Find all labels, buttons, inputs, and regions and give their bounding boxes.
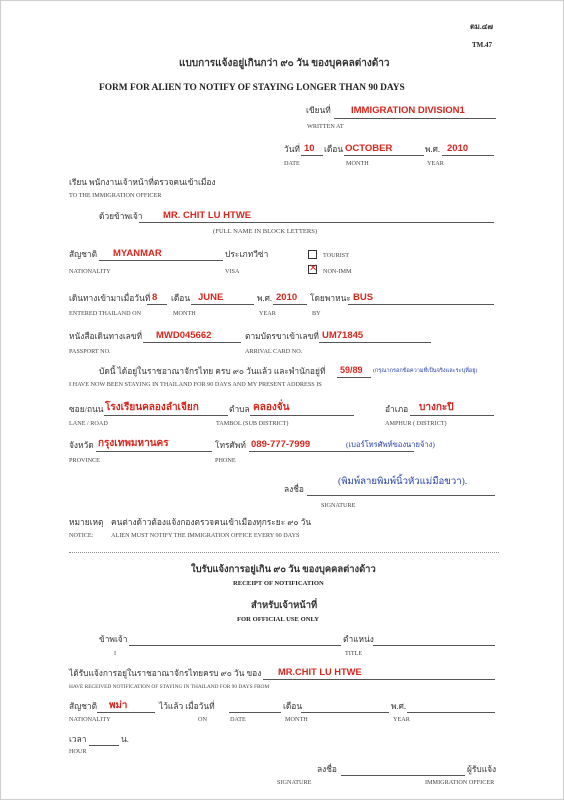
nationality-label-th: สัญชาติ	[69, 250, 98, 259]
receipt-time-unit-th: น.	[121, 735, 129, 744]
notice-label-en: NOTICE:	[69, 532, 94, 539]
tourist-label: TOURIST	[323, 252, 350, 259]
fullname-value[interactable]: MR. CHIT LU HTWE	[163, 210, 252, 221]
province-label-th: จังหวัด	[69, 441, 94, 450]
entered-year-label-en: YEAR	[259, 310, 276, 317]
signature-label-en: SIGNATURE	[321, 502, 356, 509]
province-value[interactable]: กรุงเทพมหานคร	[98, 438, 169, 449]
thumbprint-note: (พิมพ์ลายพิมพ์นิ้วหัวแม่มือขวา).	[338, 476, 468, 487]
phone-value[interactable]: 089-777-7999	[251, 439, 311, 450]
receipt-hour-label-en: HOUR	[69, 748, 87, 755]
visa-label-th: ประเภทวีซ่า	[225, 250, 269, 259]
receipt-nationality-label-th: สัญชาติ	[69, 702, 98, 711]
notice-label-th: หมายเหตุ	[69, 518, 104, 527]
receipt-month-label-th: เดือน	[283, 702, 303, 711]
passport-label-th: หนังสือเดินทางเลขที่	[69, 332, 143, 341]
form-title-th: แบบการแจ้งอยู่เกินกว่า ๙๐ วัน ของบุคคลต่างด้าว	[179, 58, 390, 69]
visa-label-en: VISA	[225, 268, 240, 275]
phone-employer-note: (เบอร์โทรศัพท์ของนายจ้าง)	[346, 440, 435, 449]
receipt-year-label-th: พ.ศ.	[391, 702, 407, 711]
receipt-sign-label-th: ลงชื่อ	[317, 765, 337, 774]
non-imm-label: NON-IMM	[323, 268, 352, 275]
received-name-value[interactable]: MR.CHIT LU HTWE	[278, 667, 362, 677]
fullname-label-en: (FULL NAME IN BLOCK LETTERS)	[213, 228, 318, 235]
arrival-card-value[interactable]: UM71845	[322, 330, 364, 341]
receipt-time-label-th: เวลา	[69, 735, 87, 744]
official-use-title-th: สำหรับเจ้าหน้าที่	[251, 601, 318, 611]
entered-month-label-th: เดือน	[171, 294, 191, 303]
receipt-i-label-en: I	[114, 650, 117, 657]
fullname-label-th: ด้วยข้าพเจ้า	[99, 212, 143, 221]
to-officer-en: TO THE IMMIGRATION OFFICER	[69, 192, 162, 199]
receipt-sign-label-en: SIGNATURE	[277, 779, 312, 786]
written-at-label-th: เขียนที่	[306, 106, 331, 115]
received-label-th: ได้รับแจ้งการอยู่ในราชอาณาจักรไทยครบ ๙๐ วัน ของ	[69, 669, 262, 678]
nationality-label-en: NATIONALITY	[69, 268, 111, 275]
form-number-th: ตม.๔๗	[470, 22, 494, 31]
to-officer-th: เรียน พนักงานเจ้าหน้าที่ตรวจคนเข้าเมือง	[69, 178, 216, 187]
entered-month-label-en: MONTH	[173, 310, 196, 317]
arrival-card-label-en: ARRIVAL CARD NO.	[245, 348, 303, 355]
entered-day-value[interactable]: 8	[152, 292, 158, 303]
receipt-title-pos-label-th: ตำแหน่ง	[343, 635, 374, 644]
entered-year-value[interactable]: 2010	[276, 292, 298, 303]
written-at-value[interactable]: IMMIGRATION DIVISION1	[351, 105, 465, 116]
date-day-value[interactable]: 10	[304, 143, 315, 154]
receipt-on-label-th: ไว้แล้ว เมื่อวันที่	[159, 702, 215, 711]
date-day-label-en: DATE	[284, 160, 300, 167]
entered-year-label-th: พ.ศ.	[257, 294, 273, 303]
receipt-title-th: ใบรับแจ้งการอยู่เกิน ๙๐ วัน ของบุคคลต่างด้าว	[191, 565, 376, 575]
receipt-title-pos-label-en: TITLE	[345, 650, 363, 657]
tambol-label-en: TAMBOL (SUB DISTRICT)	[216, 420, 289, 427]
entered-by-label-th: โดยพาหนะ	[310, 294, 351, 303]
amphur-value[interactable]: บางกะปิ	[419, 402, 454, 413]
written-at-label-en: WRITTEN AT	[307, 123, 344, 130]
date-year-value[interactable]: 2010	[447, 143, 469, 154]
address-instruction-note: (กรุณากรอกข้อความที่เป็นจริงและระบุที่อยู่)	[373, 368, 478, 374]
receipt-title-en: RECEIPT OF NOTIFICATION	[233, 580, 324, 587]
received-label-en: HAVE RECEIVED NOTIFICATION OF STAYING IN THAILAND FOR 90 DAYS FROM	[69, 684, 270, 690]
notice-text-th: คนต่างด้าวต้องแจ้งกองตรวจคนเข้าเมืองทุกระยะ ๙๐ วัน	[111, 518, 312, 527]
tourist-checkbox[interactable]	[308, 250, 317, 259]
official-use-title-en: FOR OFFICIAL USE ONLY	[237, 616, 320, 623]
receipt-month-label-en: MONTH	[285, 716, 308, 723]
date-year-label-en: YEAR	[427, 160, 444, 167]
date-day-label-th: วันที่	[284, 145, 300, 154]
entered-month-value[interactable]: JUNE	[198, 292, 224, 303]
passport-value[interactable]: MWD045662	[156, 330, 212, 341]
amphur-label-th: อำเภอ	[385, 405, 409, 414]
entered-label-en: ENTERED THAILAND ON	[69, 310, 142, 317]
passport-label-en: PASSPORT NO.	[69, 348, 111, 355]
lane-label-en: LANE / ROAD	[69, 420, 108, 427]
tambol-label-th: ตำบล	[229, 405, 250, 414]
phone-label-en: PHONE	[215, 457, 236, 464]
receipt-nationality-value[interactable]: พม่า	[109, 700, 128, 711]
receipt-i-label-th: ข้าพเจ้า	[99, 635, 128, 644]
receipt-year-label-en: YEAR	[393, 716, 410, 723]
form-number-en: TM.47	[472, 41, 493, 49]
address-number-value[interactable]: 59/89	[340, 365, 363, 375]
receipt-officer-label-en: IMMIGRATION OFFICER	[425, 779, 495, 786]
nationality-value[interactable]: MYANMAR	[113, 248, 162, 259]
province-label-en: PROVINCE	[69, 457, 100, 464]
lane-label-th: ซอย/ถนน	[69, 405, 104, 414]
date-month-label-en: MONTH	[346, 160, 369, 167]
cut-line	[69, 552, 499, 553]
receipt-nationality-label-en: NATIONALITY	[69, 716, 111, 723]
form-title-en: FORM FOR ALIEN TO NOTIFY OF STAYING LONGER THAN 90 DAYS	[99, 83, 405, 93]
receipt-on-label-en: ON	[198, 716, 207, 723]
signature-label-th: ลงชื่อ	[284, 485, 304, 494]
non-imm-check-mark: ✕	[309, 263, 318, 274]
arrival-card-label-th: ตามบัตรขาเข้าเลขที่	[245, 332, 319, 341]
receipt-date-label-en: DATE	[230, 716, 246, 723]
date-year-label-th: พ.ศ.	[425, 145, 441, 154]
stay-statement-th: บัดนี้ ได้อยู่ในราชอาณาจักรไทย ครบ ๙๐ วันแล้ว และพำนักอยู่ที่	[99, 367, 326, 376]
entered-by-value[interactable]: BUS	[353, 292, 374, 303]
receiver-label-th: ผู้รับแจ้ง	[467, 765, 497, 774]
amphur-label-en: AMPHUR ( DISTRICT)	[385, 420, 447, 427]
stay-statement-en: I HAVE NOW BEEN STAYING IN THAILAND FOR 90 DAYS AND MY PRESENT ADDRESS IS	[69, 381, 322, 388]
date-month-value[interactable]: OCTOBER	[345, 143, 393, 154]
entered-by-label-en: BY	[312, 310, 321, 317]
entered-label-th: เดินทางเข้ามาเมื่อวันที่	[69, 294, 151, 303]
notice-text-en: ALIEN MUST NOTIFY THE IMMIGRATION OFFICE EVERY 90 DAYS	[111, 532, 300, 539]
phone-label-th: โทรศัพท์	[215, 441, 246, 450]
date-month-label-th: เดือน	[324, 145, 344, 154]
lane-value[interactable]: โรงเรียนคลองลำเจียก	[105, 402, 199, 413]
tambol-value[interactable]: คลองจั่น	[253, 402, 290, 413]
